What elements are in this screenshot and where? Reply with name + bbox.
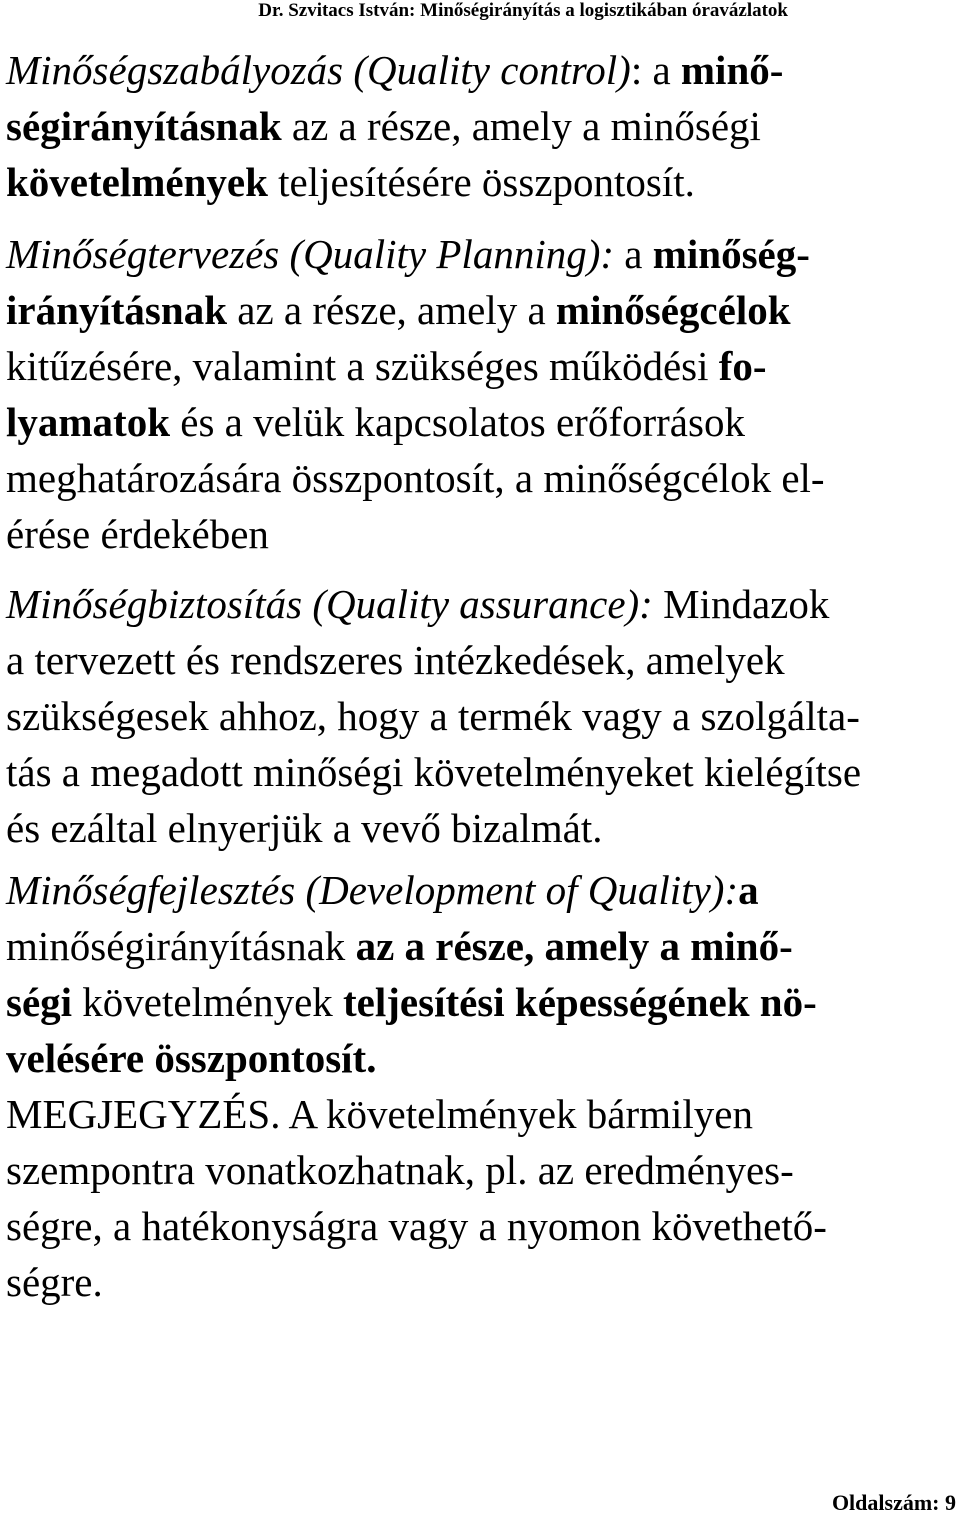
- paragraph-quality-assurance: [6, 576, 956, 856]
- text-run: ségre.: [6, 1259, 103, 1305]
- text-line: [6, 506, 956, 562]
- text-run: Minőségfejlesztés (Development of Quality):: [6, 867, 739, 913]
- text-run: Mindazok: [652, 581, 830, 627]
- text-run: és ezáltal elnyerjük a vevő bizalmát.: [6, 805, 603, 851]
- text-line: [6, 1142, 956, 1198]
- text-run: : a: [630, 47, 681, 93]
- text-run: ségre, a hatékonyságra vagy a nyomon követhető-: [6, 1203, 827, 1249]
- text-line: [6, 450, 956, 506]
- text-run: Minőségszabályozás (Quality control): [6, 47, 631, 93]
- text-run: és a velük kapcsolatos erőforrások: [170, 399, 745, 445]
- text-line: [6, 1086, 956, 1142]
- text-run: teljesítési képességének nö-: [343, 979, 817, 1025]
- text-run: lyamatok: [6, 399, 170, 445]
- paragraph-quality-control: [6, 42, 956, 210]
- text-line: [6, 862, 956, 918]
- text-run: fo-: [718, 343, 767, 389]
- text-line: [6, 42, 956, 98]
- text-run: szükségesek ahhoz, hogy a termék vagy a szolgálta-: [6, 693, 860, 739]
- paragraph-quality-planning: [6, 226, 956, 562]
- text-run: az a része, amely a minő-: [355, 923, 793, 969]
- text-line: [6, 632, 956, 688]
- text-line: [6, 576, 956, 632]
- text-run: Minőségtervezés (Quality Planning):: [6, 231, 615, 277]
- text-line: [6, 226, 956, 282]
- text-run: a tervezett és rendszeres intézkedések, amelyek: [6, 637, 785, 683]
- text-run: ségi: [6, 979, 73, 1025]
- header-title: Dr. Szvitacs István: Minőségirányítás a logisztikában óravázlatok: [258, 0, 788, 21]
- text-line: [6, 918, 956, 974]
- paragraph-note: [6, 1086, 956, 1310]
- text-run: szempontra vonatkozhatnak, pl. az eredményes-: [6, 1147, 794, 1193]
- text-line: [6, 154, 956, 210]
- text-run: kitűzésére, valamint a szükséges működési: [6, 343, 719, 389]
- text-run: minő-: [680, 47, 784, 93]
- text-run: minőség-: [652, 231, 810, 277]
- text-run: az a része, amely a minőségi: [281, 103, 761, 149]
- text-line: [6, 688, 956, 744]
- text-run: minőségcélok: [555, 287, 791, 333]
- text-line: [6, 98, 956, 154]
- text-line: [6, 1198, 956, 1254]
- page-header: [0, 0, 960, 24]
- text-run: a: [614, 231, 653, 277]
- text-run: követelmények: [72, 979, 344, 1025]
- text-run: a: [738, 867, 759, 913]
- text-run: MEGJEGYZÉS. A követelmények bármilyen: [6, 1091, 753, 1137]
- text-run: meghatározására összpontosít, a minőségcélok el-: [6, 455, 825, 501]
- text-run: követelmények: [6, 159, 268, 205]
- page-number: Oldalszám: 9: [831, 1490, 956, 1515]
- text-line: [6, 282, 956, 338]
- text-run: minőségirányításnak: [6, 923, 356, 969]
- text-line: [6, 974, 956, 1030]
- text-run: tás a megadott minőségi követelményeket kielégítse: [6, 749, 862, 795]
- text-run: az a része, amely a: [227, 287, 556, 333]
- text-line: [6, 338, 956, 394]
- text-line: [6, 1030, 956, 1086]
- text-run: irányításnak: [6, 287, 227, 333]
- text-line: [6, 394, 956, 450]
- text-line: [6, 1254, 956, 1310]
- text-run: teljesítésére összpontosít.: [267, 159, 695, 205]
- text-run: velésére összpontosít.: [6, 1035, 377, 1081]
- text-run: Minőségbiztosítás (Quality assurance):: [6, 581, 653, 627]
- text-line: [6, 800, 956, 856]
- text-run: érése érdekében: [6, 511, 269, 557]
- text-run: ségirányításnak: [6, 103, 282, 149]
- text-line: [6, 744, 956, 800]
- paragraph-quality-development: [6, 862, 956, 1086]
